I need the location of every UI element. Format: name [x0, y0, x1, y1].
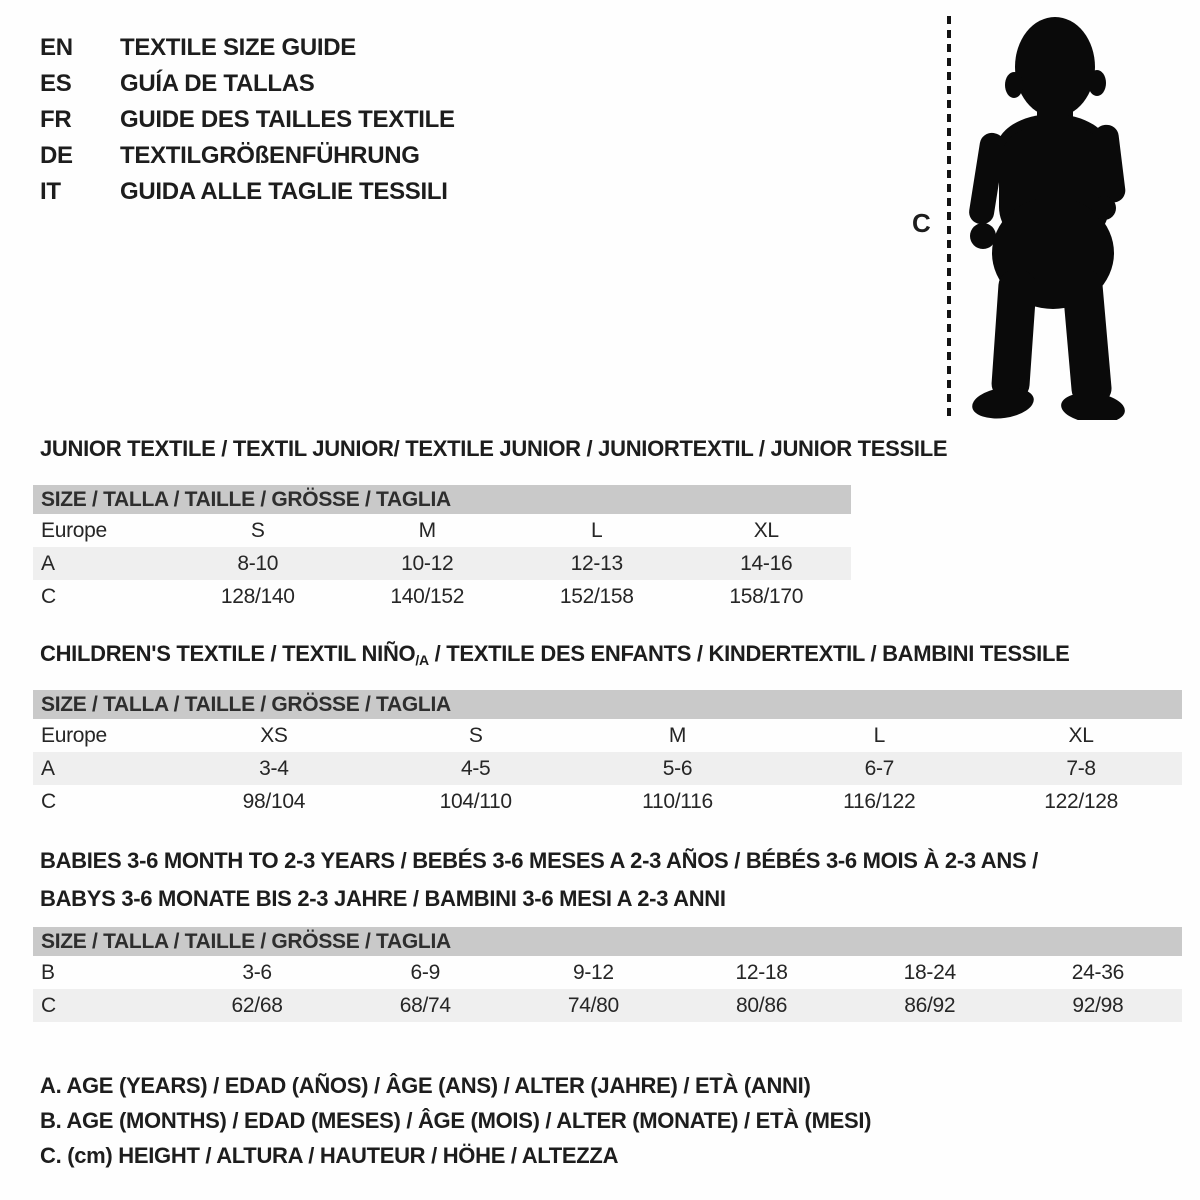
table-row: [33, 580, 851, 613]
children-section-title: [40, 641, 1069, 668]
size-cell: XS: [260, 723, 288, 747]
size-cell: 12-13: [570, 551, 623, 575]
language-code: EN: [40, 34, 73, 61]
language-row-en: [40, 30, 455, 66]
size-cell: 5-6: [662, 756, 693, 780]
size-cell: 12-18: [735, 960, 788, 984]
language-title: GUIDE DES TAILLES TEXTILE: [120, 106, 455, 133]
table-row: [33, 785, 1182, 818]
language-row-de: [40, 138, 455, 174]
table-row: [33, 514, 851, 547]
size-cell: 10-12: [401, 551, 454, 575]
language-code: DE: [40, 142, 73, 169]
size-cell: 3-4: [259, 756, 289, 780]
size-cell: M: [418, 518, 436, 542]
height-dashed-line: [947, 16, 951, 416]
size-cell: XL: [1068, 723, 1094, 747]
size-header-band: SIZE / TALLA / TAILLE / GRÖSSE / TAGLIA: [33, 690, 1182, 719]
children-title-prefix: CHILDREN'S TEXTILE / TEXTIL NIÑO: [40, 641, 416, 666]
size-cell: 6-7: [864, 756, 895, 780]
language-title: TEXTILGRÖßENFÜHRUNG: [120, 142, 420, 169]
row-label: A: [41, 756, 55, 780]
baby-silhouette-icon: [965, 15, 1135, 420]
junior-size-table: [33, 485, 851, 613]
size-cell: 8-10: [237, 551, 279, 575]
language-row-es: [40, 66, 455, 102]
language-code: IT: [40, 178, 61, 205]
size-cell: 74/80: [567, 993, 619, 1017]
size-cell: 104/110: [439, 789, 512, 813]
babies-section-title-line2: BABYS 3-6 MONATE BIS 2-3 JAHRE / BAMBINI 3-6 MESI A 2-3 ANNI: [40, 886, 726, 911]
size-cell: XL: [753, 518, 779, 542]
language-guide: [40, 30, 455, 210]
size-cell: S: [468, 723, 483, 747]
size-cell: 62/68: [231, 993, 283, 1017]
row-label: Europe: [41, 723, 107, 747]
row-label: Europe: [41, 518, 107, 542]
children-title-subscript: /A: [415, 652, 429, 668]
table-row: [33, 989, 1182, 1022]
size-cell: M: [668, 723, 687, 747]
language-code: ES: [40, 70, 72, 97]
legend-line-b: B. AGE (MONTHS) / EDAD (MESES) / ÂGE (MOIS) / ALTER (MONATE) / ETÀ (MESI): [40, 1108, 872, 1133]
height-measure-label: C: [912, 208, 931, 238]
size-cell: 158/170: [729, 584, 804, 608]
language-row-fr: [40, 102, 455, 138]
size-cell: 80/86: [736, 993, 788, 1017]
row-label: B: [41, 960, 55, 984]
size-cell: 116/122: [843, 789, 916, 813]
row-label: A: [41, 551, 55, 575]
babies-size-table: [33, 927, 1182, 1022]
junior-section-title: JUNIOR TEXTILE / TEXTIL JUNIOR/ TEXTILE JUNIOR / JUNIORTEXTIL / JUNIOR TESSILE: [40, 436, 948, 461]
size-cell: 4-5: [460, 756, 491, 780]
size-cell: 3-6: [242, 960, 272, 984]
legend: [40, 1068, 871, 1173]
size-cell: 24-36: [1071, 960, 1125, 984]
size-cell: 86/92: [904, 993, 956, 1017]
size-cell: 18-24: [903, 960, 956, 984]
size-cell: 152/158: [559, 584, 634, 608]
language-title: GUIDA ALLE TAGLIE TESSILI: [120, 178, 448, 205]
size-cell: 14-16: [740, 551, 793, 575]
size-cell: 9-12: [572, 960, 614, 984]
size-cell: 68/74: [399, 993, 451, 1017]
size-header-band: SIZE / TALLA / TAILLE / GRÖSSE / TAGLIA: [33, 485, 851, 514]
children-size-table: [33, 690, 1182, 818]
size-header-band: SIZE / TALLA / TAILLE / GRÖSSE / TAGLIA: [33, 927, 1182, 956]
size-cell: 92/98: [1072, 993, 1124, 1017]
size-cell: 98/104: [242, 789, 306, 813]
size-cell: 7-8: [1066, 756, 1096, 780]
row-label: C: [41, 993, 56, 1017]
language-code: FR: [40, 106, 72, 133]
size-cell: L: [591, 518, 603, 542]
table-row: [33, 956, 1182, 989]
size-cell: 6-9: [410, 960, 440, 984]
table-row: [33, 719, 1182, 752]
size-cell: L: [873, 723, 885, 747]
babies-section-title-line1: BABIES 3-6 MONTH TO 2-3 YEARS / BEBÉS 3-6 MESES A 2-3 AÑOS / BÉBÉS 3-6 MOIS À 2-3 ANS /: [40, 848, 1038, 873]
legend-line-c: C. (cm) HEIGHT / ALTURA / HAUTEUR / HÖHE / ALTEZZA: [40, 1143, 619, 1168]
language-row-it: [40, 174, 455, 210]
language-title: GUÍA DE TALLAS: [120, 70, 315, 97]
size-cell: 140/152: [390, 584, 465, 608]
size-cell: 110/116: [642, 789, 713, 813]
row-label: C: [41, 789, 56, 813]
row-label: C: [41, 584, 56, 608]
size-cell: 122/128: [1044, 789, 1118, 813]
size-cell: S: [250, 518, 265, 542]
table-row: [33, 752, 1182, 785]
language-title: TEXTILE SIZE GUIDE: [120, 34, 356, 61]
legend-line-a: A. AGE (YEARS) / EDAD (AÑOS) / ÂGE (ANS) / ALTER (JAHRE) / ETÀ (ANNI): [40, 1073, 811, 1098]
size-cell: 128/140: [220, 584, 295, 608]
children-title-suffix: / TEXTILE DES ENFANTS / KINDERTEXTIL / BAMBINI TESSILE: [428, 641, 1070, 666]
table-row: [33, 547, 851, 580]
